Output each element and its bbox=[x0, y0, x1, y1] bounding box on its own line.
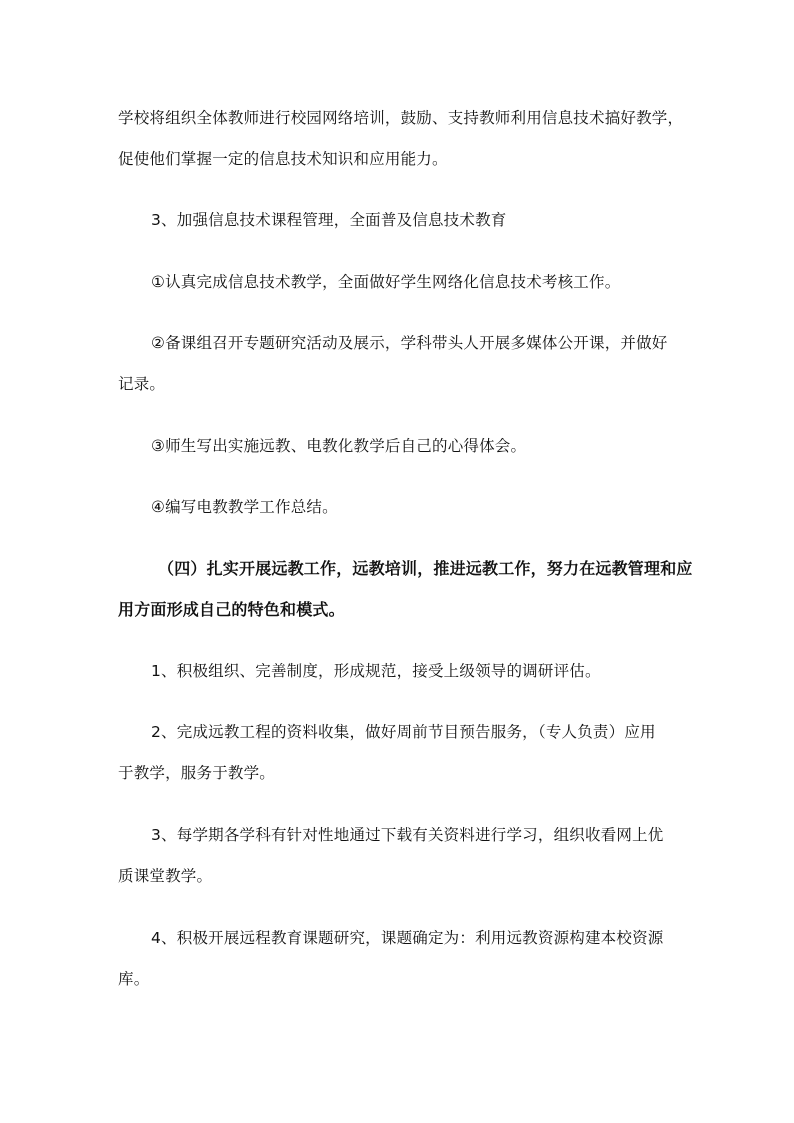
list-item: ③师生写出实施远教、电教化教学后自己的心得体会。 bbox=[151, 437, 527, 455]
list-item: ④编写电教教学工作总结。 bbox=[151, 498, 338, 516]
list-item: 3、每学期各学科有针对性地通过下载有关资料进行学习，组织收看网上优 bbox=[151, 826, 664, 844]
text-line: 库。 bbox=[118, 970, 150, 988]
bold-section-heading-continued: 用方面形成自己的特色和模式。 bbox=[118, 600, 345, 619]
section-heading: 3、加强信息技术课程管理，全面普及信息技术教育 bbox=[151, 211, 507, 229]
list-item: ①认真完成信息技术教学，全面做好学生网络化信息技术考核工作。 bbox=[151, 273, 621, 291]
text-line: 于教学，服务于教学。 bbox=[118, 764, 276, 782]
bold-section-heading: （四）扎实开展远教工作，远教培训，推进远教工作，努力在远教管理和应 bbox=[158, 559, 693, 578]
text-line: 学校将组织全体教师进行校园网络培训，鼓励、支持教师利用信息技术搞好教学， bbox=[118, 109, 684, 127]
text-line: 记录。 bbox=[118, 375, 166, 393]
list-item: 4、积极开展远程教育课题研究，课题确定为：利用远教资源构建本校资源 bbox=[151, 929, 664, 947]
text-line: 质课堂教学。 bbox=[118, 867, 213, 885]
text-line: 促使他们掌握一定的信息技术知识和应用能力。 bbox=[118, 150, 448, 168]
list-item: ②备课组召开专题研究活动及展示，学科带头人开展多媒体公开课，并做好 bbox=[151, 334, 668, 352]
list-item: 1、积极组织、完善制度，形成规范，接受上级领导的调研评估。 bbox=[151, 662, 601, 680]
list-item: 2、完成远教工程的资料收集，做好周前节目预告服务，（专人负责）应用 bbox=[151, 723, 656, 741]
